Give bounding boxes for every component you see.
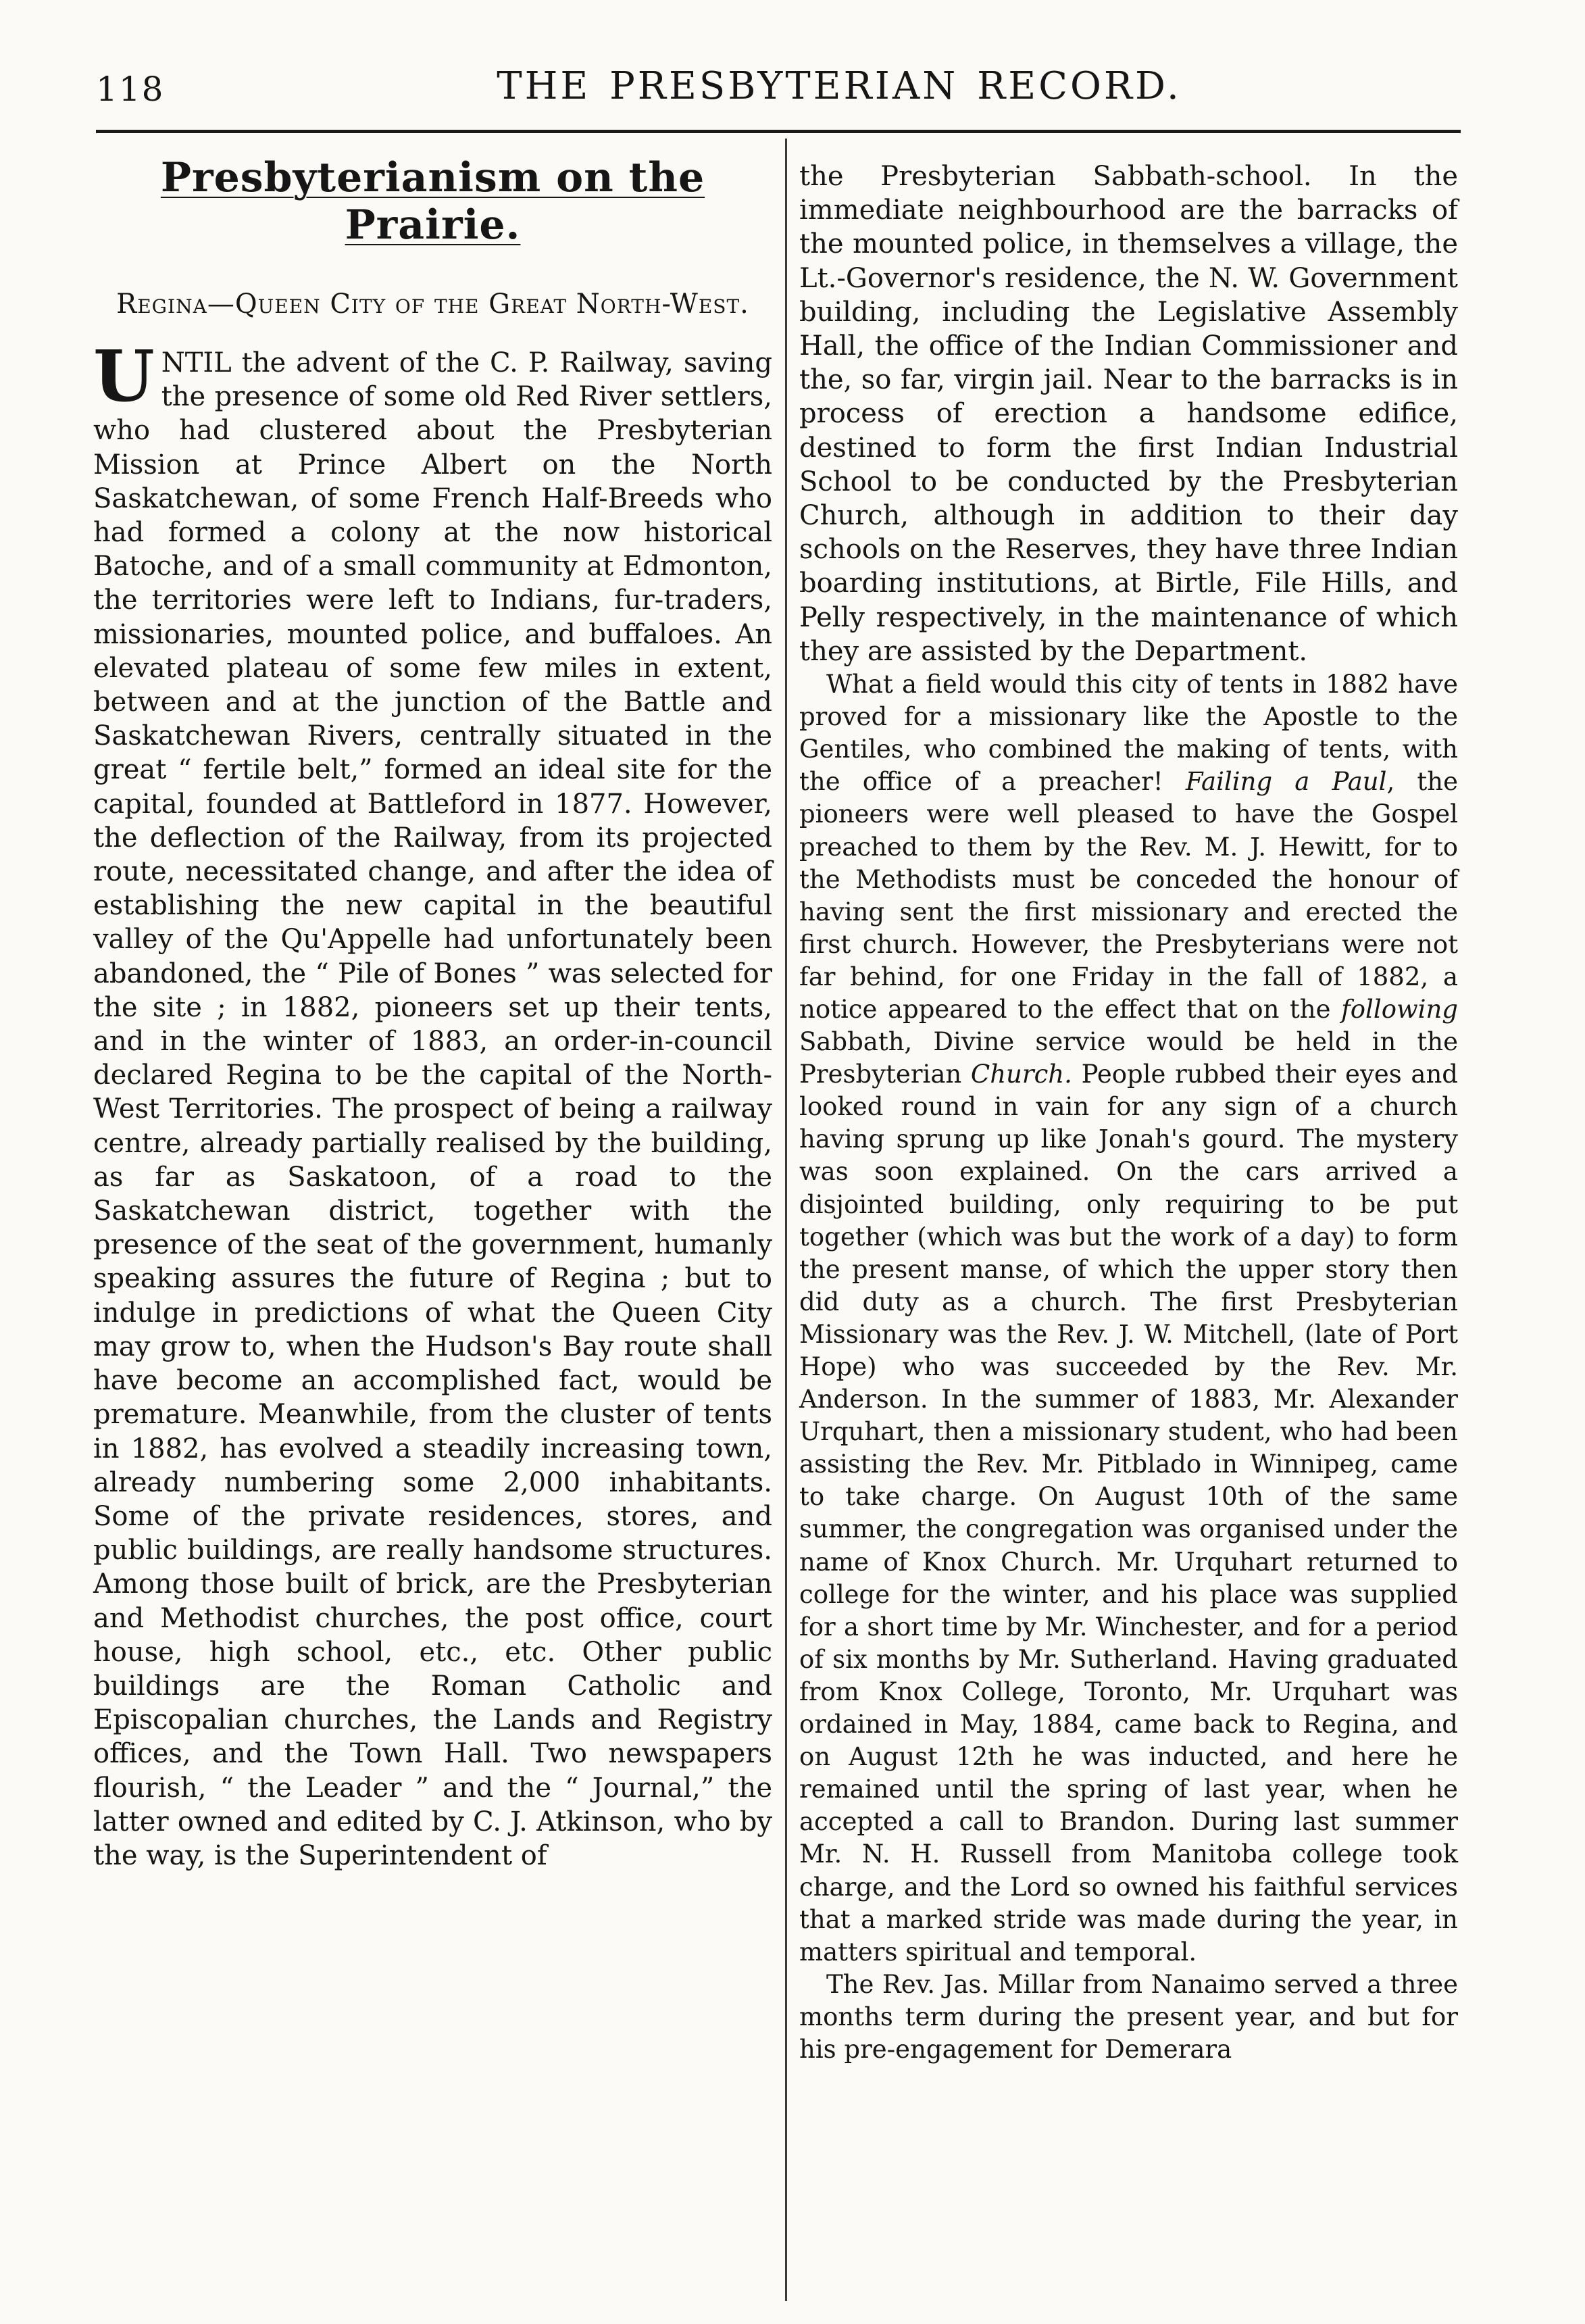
article-subtitle: Regina—Queen City of the Great North-West. — [116, 289, 749, 320]
right-paragraph-2 — [799, 668, 1458, 1969]
article-title: Presbyterianism on the Prairie. — [160, 154, 705, 249]
para2-e: Sabbath, Divine service would be held in the Presbyterian — [799, 1027, 1458, 1089]
para2-g: People rubbed their eyes and looked round in vain for any sign of a church having sprung up like Jonah's gourd. The mystery was soon explained. On the cars arrived a disjointed building, only requiring to be put together (which was but the work of a day) to form the present manse, of which the upper story then did duty as a church. The first Presbyterian Missionary was the Rev. J. W. Mitchell, (late of Port Hope) who was succeeded by the Rev. Mr. Anderson. In the summer of 1883, Mr. Alexander Urquhart, then a missionary student, who had been assisting the Rev. Mr. Pitblado in Winnipeg, came to take charge. On August 10th of the same summer, the congregation was organised under the name of Knox Church. Mr. Urquhart returned to college for the winter, and his place was supplied for a short time by Mr. Winchester, and for a period of six months by Mr. Sutherland. Having graduated from Knox College, Toronto, Mr. Urquhart was ordained in May, 1884, came back to Regina, and on August 12th he was inducted, and here he remained until the spring of last year, when he accepted a call to Brandon. During last summer Mr. N. H. Russell from Manitoba college took charge, and the Lord so owned his faithful services that a marked stride was made during the year, in matters spiritual and temporal. — [799, 1060, 1458, 1967]
running-header — [96, 64, 1461, 125]
para2-a: What a field would this city of tents in 1882 have proved for a missionary like the Apostle to the Gentiles, who combined the making of tents, with the office of a preacher! — [799, 670, 1458, 797]
left-column — [93, 149, 772, 1873]
right-paragraph-3: The Rev. Jas. Millar from Nanaimo served a three months term during the present year, and but for his pre-engagement for Demerara — [799, 1969, 1458, 2064]
para2-f: Church. — [970, 1060, 1072, 1089]
para2-b: Failing a Paul — [1185, 767, 1387, 797]
running-title: THE PRESBYTERIAN RECORD. — [497, 64, 1182, 108]
header-rule — [96, 130, 1461, 133]
column-divider — [785, 139, 787, 2301]
para2-d: following — [1341, 994, 1458, 1024]
right-column — [799, 159, 1458, 2066]
right-paragraph-1: the Presbyterian Sabbath-school. In the immediate neighbourhood are the barracks of the mounted police, in themselves a village, the Lt.-Governor's residence, the N. W. Government building, including the Legislative Assembly Hall, the office of the Indian Commissioner and the, so far, virgin jail. Near to the barracks is in process of erection a handsome edifice, destined to form the first Indian Industrial School to be conducted by the Presbyterian Church, although in addition to their day schools on the Reserves, they have three Indian boarding institutions, at Birtle, File Hills, and Pelly respectively, in the maintenance of which they are assisted by the Department. — [799, 161, 1458, 667]
left-column-text: the advent of the C. P. Railway, saving the presence of some old Red River settlers, who had clustered about the Presbyterian Mission at Prince Albert on the North Saskatchewan, of some French Half-Breeds who had formed a colony at the now historical Batoche, and of a small community at Edmonton, the territories were left to Indians, fur-traders, missionaries, mounted police, and buffaloes. An elevated plateau of some few miles in extent, between and at the junction of the Battle and Saskatchewan Rivers, centrally situated in the great “ fertile belt,” formed an ideal site for the capital, founded at Battleford in 1877. However, the deflection of the Railway, from its projected route, necessitated change, and after the idea of establishing the new capital in the beautiful valley of the Qu'Appelle had unfortunately been abandoned, the “ Pile of Bones ” was selected for the site ; in 1882, pioneers set up their tents, and in the winter of 1883, an order-in-council declared Regina to be the capital of the North-West Territories. The prospect of being a railway centre, already partially realised by the building, as far as Saskatoon, of a road to the Saskatchewan district, together with the presence of the seat of the government, humanly speaking assures the future of Regina ; but to indulge in predictions of what the Queen City may grow to, when the Hudson's Bay route shall have become an accomplished fact, would be premature. Meanwhile, from the cluster of tents in 1882, has evolved a steadily increasing town, already numbering some 2,000 inhabitants. Some of the private residences, stores, and public buildings, are really handsome structures. Among those built of brick, are the Presbyterian and Methodist churches, the post office, court house, high school, etc., etc. Other public buildings are the Roman Catholic and Episcopalian churches, the Lands and Registry offices, and the Town Hall. Two newspapers flourish, “ the Leader ” and the “ Journal,” the latter owned and edited by C. J. Atkinson, who by the way, is the Superintendent of — [93, 347, 772, 1871]
article-paragraph — [93, 335, 772, 1873]
dropcap-rest: NTIL — [161, 347, 232, 378]
page-number: 118 — [96, 70, 165, 109]
para2-c: , the pioneers were well pleased to have the Gospel preached to them by the Rev. M. J. Hewitt, for to the Methodists must be conceded the honour of having sent the first missionary and erected the first church. However, the Presbyterians were not far behind, for one Friday in the fall of 1882, a notice appeared to the effect that on the — [799, 767, 1458, 1024]
dropcap: U — [93, 335, 155, 418]
